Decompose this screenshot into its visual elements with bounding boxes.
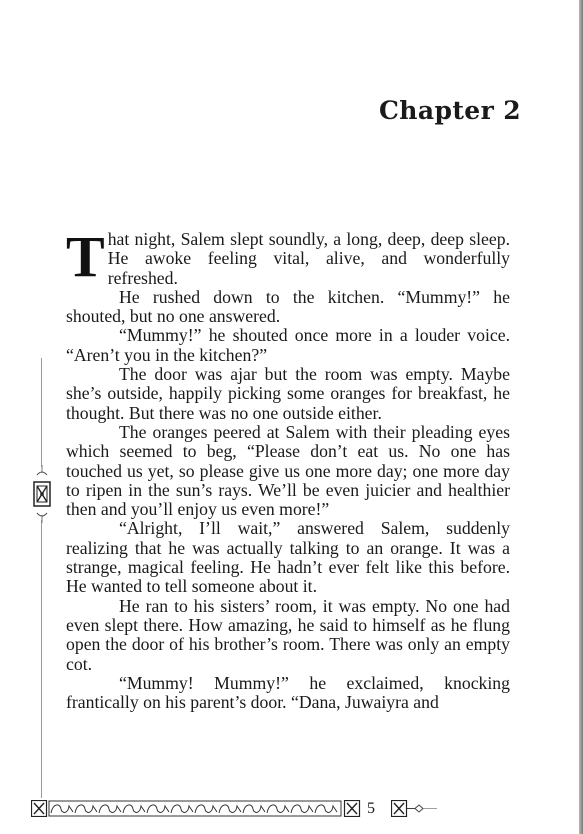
footer-ornament-band xyxy=(31,800,361,817)
story-paragraph: “Mummy!” he shouted once more in a louder voice. “Aren’t you in the kitchen?” xyxy=(66,325,510,365)
story-paragraph: The oranges peered at Salem with their pleading eyes which seemed to beg, “Please don’t eat us. No one has touched us yet, so please give us one more day; one more day to ripen in the sun’s rays. We’ll be even juicier and healthier then and you’ll enjoy us even more!” xyxy=(66,421,510,520)
margin-rule-upper xyxy=(41,358,42,467)
story-paragraph-text: hat night, Salem slept soundly, a long, deep, deep sleep. He awoke feeling vital, alive, and wonderfully refreshed. xyxy=(107,229,510,288)
footer-scroll-mark xyxy=(267,805,289,813)
margin-ornament-icon xyxy=(31,465,53,523)
story-text xyxy=(66,224,510,713)
footer-end-ornament-icon xyxy=(391,800,439,817)
footer-scroll-mark xyxy=(51,805,73,813)
footer-scroll-mark xyxy=(75,805,97,813)
margin-rule-lower xyxy=(41,520,42,798)
footer-scroll-mark xyxy=(147,805,169,813)
footer-scroll-mark xyxy=(171,805,193,813)
page-number: 5 xyxy=(367,800,375,817)
footer-scroll-mark xyxy=(243,805,265,813)
story-paragraph: “Mummy! Mummy!” he exclaimed, knocking frantically on his parent’s door. “Dana, Juwaiyra and xyxy=(66,672,510,713)
footer-scroll-mark xyxy=(123,805,145,813)
story-paragraph: He ran to his sisters’ room, it was empty. No one had even slept there. How amazing, he said to himself as he flung open the door of his brother’s room. There was only an empty cot. xyxy=(66,595,510,674)
footer-scroll-mark xyxy=(315,805,337,813)
drop-cap: T xyxy=(66,224,105,289)
footer-scroll-mark xyxy=(291,805,313,813)
footer-scroll-mark xyxy=(195,805,217,813)
story-paragraph: “Alright, I’ll wait,” answered Salem, suddenly realizing that he was actually talking to an orange. It was a strange, magical feeling. He hadn’t ever felt like this before. He wanted to tell someone about it. xyxy=(66,518,510,597)
story-paragraph: The door was ajar but the room was empty. Maybe she’s outside, happily picking some oranges for breakfast, he thought. But there was no one outside either. xyxy=(66,364,510,423)
story-paragraph xyxy=(66,224,510,289)
story-paragraph: He rushed down to the kitchen. “Mummy!” he shouted, but no one answered. xyxy=(66,286,510,327)
page-edge-shadow xyxy=(579,0,583,834)
chapter-title: Chapter 2 xyxy=(379,96,522,125)
footer-scroll-mark xyxy=(99,805,121,813)
footer-scroll-mark xyxy=(219,805,241,813)
